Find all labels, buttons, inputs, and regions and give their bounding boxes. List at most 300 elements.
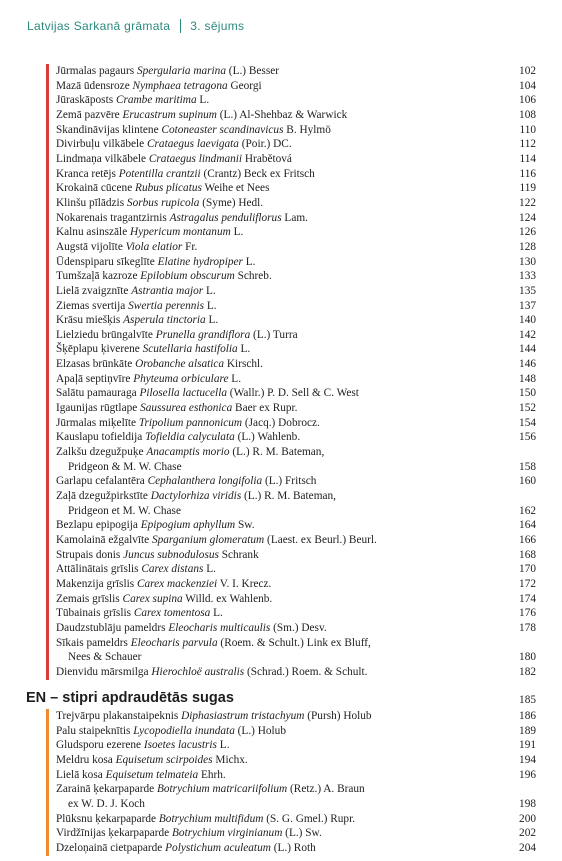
common-name: Krokainā cūcene [56, 182, 133, 195]
toc-entry[interactable] [46, 386, 536, 401]
page-number: 166 [519, 534, 536, 546]
latin-name: Swertia perennis [128, 299, 204, 312]
latin-name: Cotoneaster scandinavicus [161, 123, 284, 136]
latin-name: Juncus subnodulosus [123, 548, 219, 561]
species-name [56, 636, 508, 651]
species-name [56, 328, 508, 343]
common-name: Jūrmalas pagaurs [56, 65, 135, 77]
common-name: Kranca retējs [56, 167, 116, 180]
latin-name: Crambe maritima [115, 94, 197, 107]
page-number: 130 [519, 255, 536, 268]
species-name [56, 518, 508, 533]
en-category-title: EN – stipri apdraudētās sugas [26, 690, 234, 706]
volume-label: 3. sējums [190, 19, 245, 33]
common-name: Ziemas svertija [56, 299, 126, 312]
species-name [56, 342, 508, 357]
common-name: Kalnu asinszāle [56, 226, 128, 239]
toc-entry[interactable] [46, 225, 536, 240]
latin-name: Phyteuma orbiculare [133, 372, 229, 385]
latin-name: Astragalus penduliflorus [169, 211, 282, 224]
page-number: 122 [519, 196, 536, 209]
species-name [56, 93, 508, 108]
author-continuation: Pridgeon & M. W. Chase [68, 460, 182, 473]
species-name [56, 284, 508, 299]
species-name [56, 606, 508, 621]
page-number: 126 [519, 226, 536, 239]
latin-name: Scutellaria hastifolia [142, 343, 238, 356]
page-number: 160 [519, 475, 536, 488]
page-number: 133 [519, 270, 536, 283]
toc-entry[interactable] [46, 79, 536, 94]
author-continuation: Nees & Schauer [68, 651, 142, 664]
species-name [56, 577, 508, 592]
toc-entry[interactable] [46, 416, 536, 431]
author-citation: (L.) Holub [234, 724, 286, 737]
page-number: 137 [519, 299, 536, 312]
author-citation: (Jacq.) Dobrocz. [242, 416, 320, 429]
latin-name: Hypericum montanum [130, 226, 231, 239]
author-citation: L. [242, 255, 256, 268]
toc-entry[interactable] [46, 299, 536, 314]
latin-name: Epilobium obscurum [140, 270, 235, 283]
toc-entry[interactable] [46, 284, 536, 299]
species-name [56, 841, 508, 856]
common-name: Igaunijas rūgtlape [56, 402, 138, 415]
page-number: 156 [519, 431, 536, 444]
toc-entry[interactable] [46, 636, 536, 651]
common-name: Elzasas brūnkāte [56, 358, 133, 371]
page-number: 204 [519, 841, 536, 854]
common-name: Divirbuļu vilkābele [56, 138, 145, 151]
common-name: Bezlapu epipogija [56, 519, 138, 532]
author-citation: B. Hylmö [283, 123, 331, 136]
author-citation: (Poir.) DC. [238, 138, 292, 151]
species-name [56, 665, 508, 680]
author-citation: Georgi [227, 79, 262, 92]
common-name: Dienvidu mārsmilga [56, 665, 149, 678]
author-citation: L. [216, 739, 230, 752]
species-name [56, 357, 508, 372]
common-name: Trejvārpu plakanstaipeknis [56, 710, 179, 722]
author-citation: (L.) Al-Shehbaz & Warwick [216, 108, 348, 121]
latin-name: Hierochloë australis [151, 665, 245, 678]
page-number: 140 [519, 314, 536, 327]
page-number: 114 [519, 152, 536, 165]
page-number: 150 [519, 387, 536, 400]
latin-name: Crataegus laevigata [147, 138, 239, 151]
page-number: 124 [519, 211, 536, 224]
toc-entry[interactable] [46, 211, 536, 226]
toc-entry[interactable] [46, 137, 536, 152]
author-citation: L. [210, 607, 223, 620]
page-number: 186 [519, 710, 536, 722]
species-name [56, 650, 508, 665]
common-name: Zaļā dzegužpirkstīte [56, 490, 148, 503]
species-name [56, 225, 508, 240]
page-number: 194 [519, 753, 536, 766]
toc-entry[interactable] [46, 548, 536, 563]
species-name [56, 782, 508, 797]
page-number: 189 [519, 724, 536, 737]
species-name [56, 211, 508, 226]
latin-name: Eleocharis parvula [130, 636, 218, 649]
common-name: Mazā ūdensroze [56, 79, 130, 92]
species-name [56, 386, 508, 401]
latin-name: Elatine hydropiper [157, 255, 243, 268]
page-number: 162 [519, 504, 536, 517]
common-name: Tūbainais grīslis [56, 607, 131, 620]
author-citation: (Retz.) A. Braun [287, 783, 365, 796]
species-name [56, 753, 508, 768]
author-continuation: ex W. D. J. Koch [68, 797, 145, 810]
common-name: Dzeloņainā cietpaparde [56, 841, 163, 854]
toc-entry[interactable] [46, 93, 536, 108]
author-citation: L. [205, 314, 219, 327]
common-name: Kamolainā ežgalvīte [56, 534, 150, 546]
latin-name: Diphasiastrum tristachyum [181, 710, 305, 722]
toc-entry[interactable] [46, 123, 536, 138]
toc-entry[interactable] [46, 445, 536, 460]
author-citation: Fr. [182, 240, 198, 253]
common-name: Augstā vijolīte [56, 240, 123, 253]
species-name [56, 709, 508, 724]
author-citation: V. I. Krecz. [217, 577, 272, 590]
common-name: Zalkšu dzegužpuķe [56, 446, 144, 459]
common-name: Lielā zvaigznīte [56, 284, 129, 297]
common-name: Lielā kosa [56, 768, 103, 781]
toc-entry[interactable] [46, 768, 536, 783]
author-citation: Kirschl. [224, 358, 263, 371]
species-name [56, 812, 508, 827]
latin-name: Tofieldia calyculata [145, 431, 235, 444]
species-name [56, 299, 508, 314]
latin-name: Lycopodiella inundata [133, 724, 235, 737]
author-citation: (Crantz) Beck ex Fritsch [200, 167, 315, 180]
page-number: 178 [519, 621, 536, 634]
page-number: 154 [519, 416, 536, 429]
author-citation: (Roem. & Schult.) Link ex Bluff, [217, 636, 371, 649]
page-number: 110 [519, 123, 536, 136]
toc-entry[interactable] [46, 606, 536, 621]
latin-name: Nymphaea tetragona [132, 79, 228, 92]
page-number: 142 [519, 328, 536, 341]
toc-entry[interactable] [46, 518, 536, 533]
toc-entry[interactable] [46, 562, 536, 577]
page-number: 164 [519, 519, 536, 532]
latin-name: Eleocharis multicaulis [168, 621, 271, 634]
toc-entry[interactable] [46, 812, 536, 827]
species-name [56, 167, 508, 182]
author-citation: Willd. ex Wahlenb. [182, 592, 273, 605]
latin-name: Sparganium glomeratum [151, 534, 265, 546]
common-name: Kauslapu tofieldija [56, 431, 143, 444]
toc-entry[interactable] [46, 342, 536, 357]
species-name [56, 108, 508, 123]
common-name: Lindmaņa vilkābele [56, 152, 147, 165]
latin-name: Pilosella lactucella [139, 387, 227, 400]
latin-name: Erucastrum supinum [122, 108, 217, 121]
page-number: 152 [519, 402, 536, 415]
page-number: 202 [519, 827, 536, 840]
species-name [56, 123, 508, 138]
toc-entry[interactable] [46, 64, 536, 79]
author-citation: Hrabětová [242, 152, 292, 165]
latin-name: Viola elatior [125, 240, 183, 253]
species-name [56, 504, 508, 519]
page-number: 168 [519, 548, 536, 561]
latin-name: Cephalanthera longifolia [147, 475, 263, 488]
latin-name: Potentilla crantzii [118, 167, 201, 180]
toc-entry[interactable] [46, 474, 536, 489]
common-name: Daudzstublāju pameldrs [56, 621, 166, 634]
common-name: Plūksnu ķekarpaparde [56, 812, 157, 825]
author-citation: (S. G. Gmel.) Rupr. [263, 812, 356, 825]
common-name: Strupais donis [56, 548, 121, 561]
toc-entry[interactable] [46, 504, 536, 519]
page-number: 104 [519, 79, 536, 92]
toc-entry[interactable] [46, 401, 536, 416]
author-citation: Weihe et Nees [201, 182, 270, 195]
toc-entry[interactable] [46, 650, 536, 665]
latin-name: Crataegus lindmanii [148, 152, 243, 165]
toc-entry[interactable] [46, 196, 536, 211]
latin-name: Spergularia marina [136, 65, 226, 77]
author-citation: (Sm.) Desv. [270, 621, 327, 634]
page-number: 158 [519, 460, 536, 473]
common-name: Jūraskāposts [56, 94, 114, 107]
toc-entry[interactable] [46, 328, 536, 343]
species-name [56, 533, 508, 548]
common-name: Garlapu cefalantēra [56, 475, 145, 488]
author-citation: (L.) Besser [225, 65, 279, 77]
book-title: Latvijas Sarkanā grāmata [27, 19, 171, 33]
latin-name: Botrychium virginianum [172, 827, 283, 840]
author-citation: L. [196, 94, 210, 107]
latin-name: Dactylorhiza viridis [150, 490, 242, 503]
author-citation: Sw. [235, 519, 255, 532]
latin-name: Prunella grandiflora [155, 328, 251, 341]
common-name: Meldru kosa [56, 753, 113, 766]
common-name: Tumšzaļā kazroze [56, 270, 138, 283]
page-number: 128 [519, 240, 536, 253]
en-species-list [46, 709, 536, 856]
common-name: Attālinātais grīslis [56, 563, 139, 576]
page-number: 106 [519, 94, 536, 107]
common-name: Klinšu pīlādzis [56, 196, 125, 209]
page-number: 176 [519, 607, 536, 620]
species-name [56, 269, 508, 284]
page-number: 119 [519, 182, 536, 195]
species-name [56, 474, 508, 489]
toc-entry[interactable] [46, 357, 536, 372]
latin-name: Orobanche alsatica [135, 358, 225, 371]
species-name [56, 64, 508, 79]
toc-entry[interactable] [46, 753, 536, 768]
author-citation: (L.) Turra [250, 328, 298, 341]
author-citation: (Laest. ex Beurl.) Beurl. [264, 534, 377, 546]
latin-name: Equisetum scirpoides [115, 753, 213, 766]
author-continuation: Pridgeon et M. W. Chase [68, 504, 181, 517]
toc-entry[interactable] [46, 665, 536, 680]
page-number: 112 [519, 138, 536, 151]
latin-name: Carex tomentosa [133, 607, 211, 620]
common-name: Palu staipeknītis [56, 724, 131, 737]
common-name: Sīkais pameldrs [56, 636, 128, 649]
author-citation: Schreb. [234, 270, 272, 283]
page-number: 144 [519, 343, 536, 356]
author-citation: L. [228, 372, 242, 385]
page-number: 200 [519, 812, 536, 825]
species-name [56, 621, 508, 636]
latin-name: Anacamptis morio [146, 446, 230, 459]
author-citation: (L.) Sw. [282, 827, 322, 840]
page-number: 174 [519, 592, 536, 605]
species-name [56, 255, 508, 270]
latin-name: Tripolium pannonicum [138, 416, 243, 429]
toc-entry[interactable] [46, 430, 536, 445]
common-name: Lielziedu brūngalvīte [56, 328, 153, 341]
common-name: Zemā pazvēre [56, 108, 120, 121]
species-name [56, 313, 508, 328]
species-name [56, 240, 508, 255]
latin-name: Saussurea esthonica [140, 402, 233, 415]
toc-entry[interactable] [46, 724, 536, 739]
toc-entry[interactable] [46, 782, 536, 797]
page-number: 180 [519, 651, 536, 664]
latin-name: Rubus plicatus [135, 182, 202, 195]
common-name: Krāsu miešķis [56, 314, 121, 327]
toc-entry[interactable] [46, 460, 536, 475]
species-name [56, 489, 508, 504]
page-number: 172 [519, 577, 536, 590]
page-number: 135 [519, 284, 536, 297]
common-name: Skandināvijas klintene [56, 123, 159, 136]
header-divider [180, 19, 181, 33]
common-name: Zarainā ķekarpaparde [56, 783, 155, 796]
common-name: Salātu pamauraga [56, 387, 137, 400]
common-name: Zemais grīslis [56, 592, 120, 605]
author-citation: Baer ex Rupr. [232, 402, 298, 415]
latin-name: Botrychium matricariifolium [156, 783, 288, 796]
author-citation: (Pursh) Holub [304, 710, 372, 722]
toc-entry[interactable] [46, 489, 536, 504]
cr-species-list [46, 64, 536, 680]
toc-entry[interactable] [46, 841, 536, 856]
toc-entry[interactable] [46, 826, 536, 841]
running-header [27, 19, 244, 33]
common-name: Virdžīnijas ķekarpaparde [56, 827, 170, 840]
species-name [56, 724, 508, 739]
latin-name: Asperula tinctoria [123, 314, 206, 327]
common-name: Nokarenais tragantzirnis [56, 211, 167, 224]
author-citation: Schrank [218, 548, 259, 561]
toc-entry[interactable] [46, 269, 536, 284]
page-number: 108 [519, 108, 536, 121]
toc-entry[interactable] [46, 797, 536, 812]
latin-name: Astrantia major [131, 284, 204, 297]
page-number: 191 [519, 739, 536, 752]
latin-name: Botrychium multifidum [158, 812, 264, 825]
en-category-page: 185 [519, 694, 536, 706]
species-name [56, 445, 508, 460]
toc-entry[interactable] [46, 621, 536, 636]
toc-entry[interactable] [46, 240, 536, 255]
species-name [56, 460, 508, 475]
latin-name: Sorbus rupicola [126, 196, 200, 209]
species-name [56, 196, 508, 211]
latin-name: Isoetes lacustris [143, 739, 217, 752]
species-name [56, 826, 508, 841]
latin-name: Polystichum aculeatum [165, 841, 271, 854]
author-citation: L. [203, 284, 216, 297]
page-number: 148 [519, 372, 536, 385]
toc-entry[interactable] [46, 313, 536, 328]
toc-entry[interactable] [46, 167, 536, 182]
species-name [56, 152, 508, 167]
toc-entry[interactable] [46, 533, 536, 548]
author-citation: (Syme) Hedl. [199, 196, 264, 209]
author-citation: Ehrh. [198, 768, 226, 781]
species-name [56, 430, 508, 445]
toc-entry[interactable] [46, 108, 536, 123]
species-name [56, 548, 508, 563]
toc-entry[interactable] [46, 152, 536, 167]
author-citation: Lam. [281, 211, 308, 224]
species-name [56, 797, 508, 812]
page-number: 146 [519, 358, 536, 371]
page-number: 116 [519, 167, 536, 180]
toc-entry[interactable] [46, 577, 536, 592]
author-citation: (L.) Fritsch [262, 475, 317, 488]
species-name [56, 181, 508, 196]
page-number: 198 [519, 797, 536, 810]
author-citation: L. [237, 343, 251, 356]
common-name: Apaļā septiņvīre [56, 372, 131, 385]
latin-name: Equisetum telmateia [105, 768, 199, 781]
page-number: 196 [519, 768, 536, 781]
toc-entry[interactable] [46, 372, 536, 387]
species-name [56, 79, 508, 94]
toc-entry[interactable] [46, 255, 536, 270]
author-citation: L. [204, 299, 217, 312]
species-name [56, 372, 508, 387]
author-citation: (Schrad.) Roem. & Schult. [244, 665, 368, 678]
species-name [56, 416, 508, 431]
species-name [56, 401, 508, 416]
toc-entry[interactable] [46, 738, 536, 753]
species-name [56, 137, 508, 152]
common-name: Makenzija grīslis [56, 577, 135, 590]
author-citation: Michx. [212, 753, 248, 766]
latin-name: Carex supina [122, 592, 183, 605]
toc-entry[interactable] [46, 592, 536, 607]
species-name [56, 738, 508, 753]
latin-name: Carex mackenziei [136, 577, 218, 590]
species-name [56, 562, 508, 577]
author-citation: (Wallr.) P. D. Sell & C. West [226, 387, 359, 400]
common-name: Gludsporu ezerene [56, 739, 142, 752]
species-name [56, 768, 508, 783]
page-number: 102 [519, 65, 536, 77]
page-number: 170 [519, 563, 536, 576]
author-citation: L. [203, 563, 216, 576]
author-citation: (L.) R. M. Bateman, [229, 446, 325, 459]
toc-entry[interactable] [46, 181, 536, 196]
latin-name: Carex distans [141, 563, 204, 576]
author-citation: L. [230, 226, 244, 239]
author-citation: (L.) Roth [270, 841, 316, 854]
toc-entry[interactable] [46, 709, 536, 724]
